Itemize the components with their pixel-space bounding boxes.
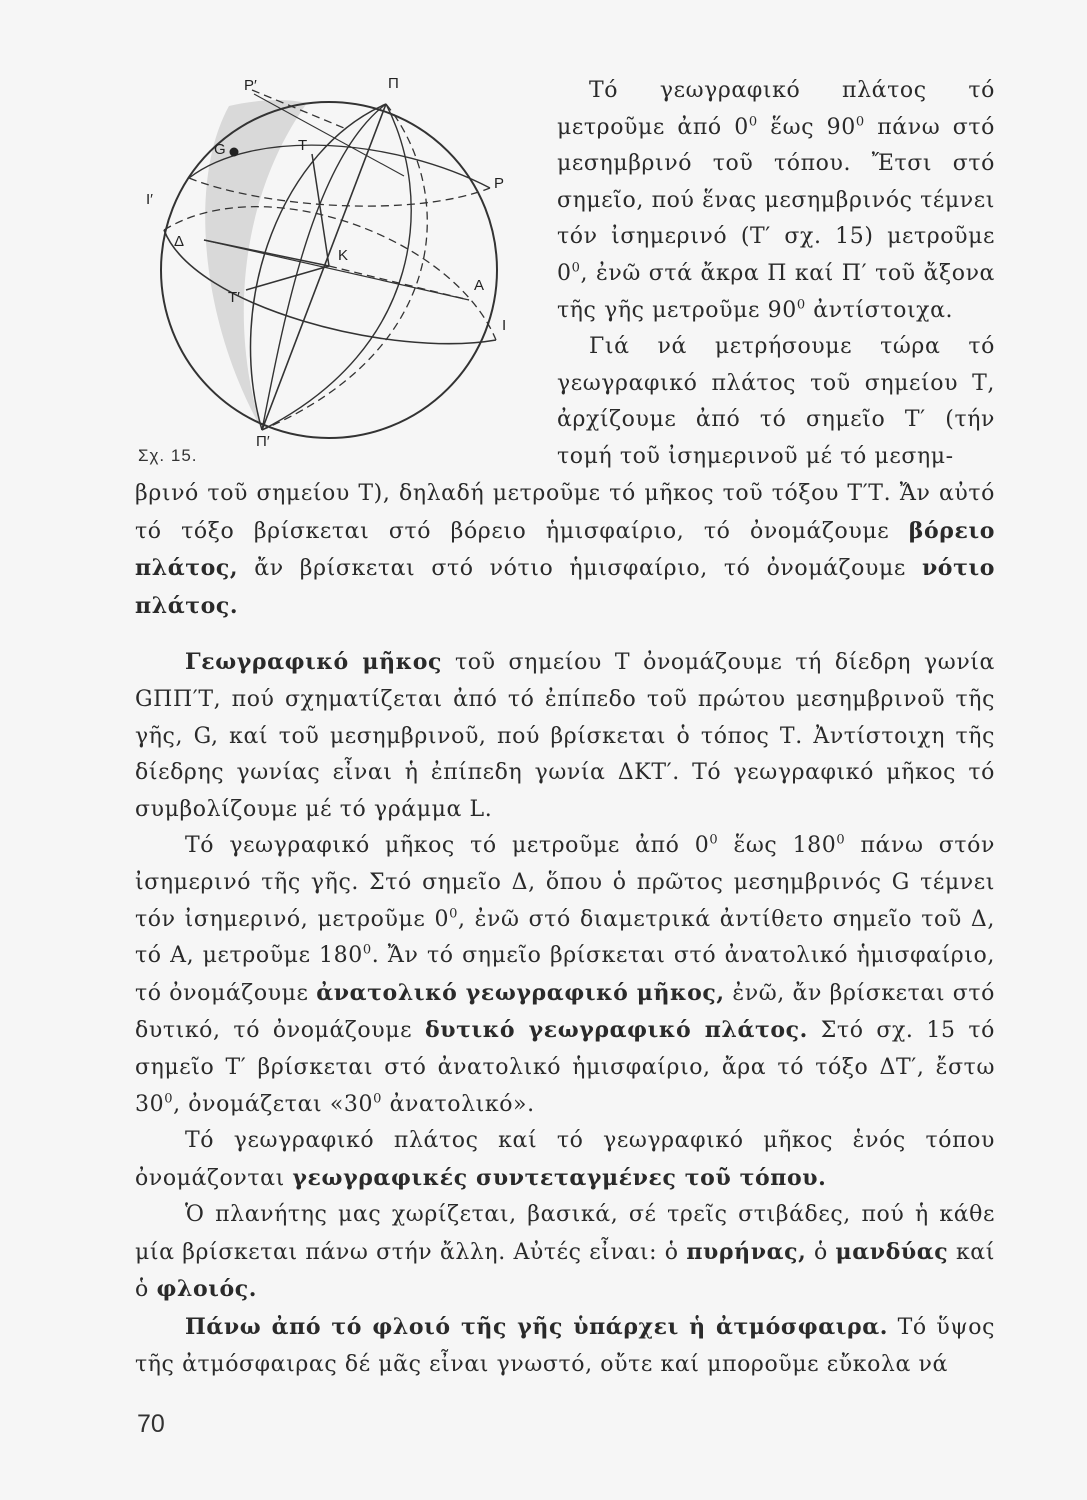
- label-pi-bottom: Π′: [256, 433, 270, 450]
- paragraph-longitude-measure: Τό γεωγραφικό μῆκος τό μετροῦμε ἀπό $0^0$ ἕως $180^0$ πάνω στόν ἰσημερινό τῆς γῆς. Στό σημεῖο Δ, ὅπου ὁ πρῶτος μεσημβρινός G τέμνει τόν ἰσημερινό, μετροῦμε $0^0$, ἐνῶ στό διαμετρικά ἀντίθετο σημεῖο τοῦ Δ, τό Α, μετροῦμε $180^0$. Ἄν τό σημεῖο βρίσκεται στό ἀνατολικό ἡμισφαίριο, τό ὀνομάζουμε ἀνατολικό γεωγραφικό μῆκος, ἐνῶ, ἄν βρίσκεται στό δυτικό, τό ὀνομάζουμε δυτικό γεωγραφικό πλάτος. Στό σχ. 15 τό σημεῖο Τ′ βρίσκεται στό ἀνατολικό ἡμισφαίριο, ἄρα τό τόξο ΔΤ′, ἔστω $30^0$, ὀνομάζεται «$30^0$ ἀνατολικό».: [135, 833, 996, 1117]
- right-column-text: [557, 73, 995, 476]
- label-i-prime: I′: [146, 191, 153, 208]
- full-width-text: [135, 476, 995, 1383]
- paragraph-latitude-start: Γιά νά μετρήσουμε τώρα τό γεωγραφικό πλάτος τοῦ σημείου Τ, ἀρχίζουμε ἀπό τό σημεῖο Τ′ (τήν τομή τοῦ ἰσημερινοῦ μέ τό μεσημ-: [557, 334, 995, 469]
- paragraph-layers: Ὁ πλανήτης μας χωρίζεται, βασικά, σέ τρεῖς στιβάδες, πού ἡ κάθε μία βρίσκεται πάνω στήν ἄλλη. Αὐτές εἶναι: ὁ πυρήνας, ὁ μανδύας καί ὁ φλοιός.: [135, 1202, 995, 1303]
- label-pi-top: Π: [388, 75, 399, 92]
- label-p-prime: P′: [244, 77, 257, 94]
- figure-caption: Σχ. 15.: [138, 446, 198, 465]
- page-number: 70: [137, 1410, 165, 1438]
- label-g: G: [214, 141, 226, 158]
- label-a: A: [474, 277, 485, 294]
- label-delta: Δ: [174, 233, 185, 250]
- label-p: P: [494, 175, 505, 192]
- paragraph-atmosphere: Πάνω ἀπό τό φλοιό τῆς γῆς ὑπάρχει ἡ ἀτμόσφαιρα. Τό ὕψος τῆς ἀτμόσφαιρας δέ μᾶς εἶναι γνωστό, οὔτε καί μποροῦμε εὔκολα νά: [135, 1314, 995, 1377]
- label-t-prime: T′: [228, 289, 240, 306]
- paragraph-longitude-definition: Γεωγραφικό μῆκος τοῦ σημείου Τ ὀνομάζουμε τή δίεδρη γωνία GΠΠ′Τ, πού σχηματίζεται ἀπό τό ἐπίπεδο τοῦ πρώτου μεσημβρινοῦ τῆς γῆς, G, καί τοῦ μεσημβρινοῦ, πού βρίσκεται ὁ τόπος Τ. Ἀντίστοιχη τῆς δίεδρης γωνίας εἶναι ἡ ἐπίπεδη γωνία ΔΚΤ′. Τό γεωγραφικό μῆκος τό συμβολίζουμε μέ τό γράμμα L.: [135, 649, 995, 822]
- paragraph-latitude-continued: βρινό τοῦ σημείου Τ), δηλαδή μετροῦμε τό μῆκος τοῦ τόξου Τ′Τ. Ἄν αὐτό τό τόξο βρίσκεται στό βόρειο ἡμισφαίριο, τό ὀνομάζουμε βόρειο πλάτος, ἄν βρίσκεται στό νότιο ἡμισφαίριο, τό ὀνομάζουμε νότιο πλάτος.: [135, 481, 995, 619]
- label-k: K: [338, 247, 349, 264]
- paragraph-coordinates: Τό γεωγραφικό πλάτος καί τό γεωγραφικό μῆκος ἑνός τόπου ὀνομάζονται γεωγραφικές συντεταγμένες τοῦ τόπου.: [135, 1128, 995, 1191]
- label-t-top: T: [298, 137, 308, 154]
- label-i: I: [502, 317, 507, 334]
- globe-diagram: [134, 68, 514, 468]
- paragraph-latitude-measure: Τό γεωγραφικό πλάτος τό μετροῦμε ἀπό $0^0$ ἕως $90^0$ πάνω στό μεσημβρινό τοῦ τόπου. Ἔτσι στό σημεῖο, πού ἕνας μεσημβρινός τέμνει τόν ἰσημερινό (Τ′ σχ. 15) μετροῦμε $0^0$, ἐνῶ στά ἄκρα Π καί Π′ τοῦ ἄξονα τῆς γῆς μετροῦμε $90^0$ ἀντίστοιχα.: [557, 78, 995, 323]
